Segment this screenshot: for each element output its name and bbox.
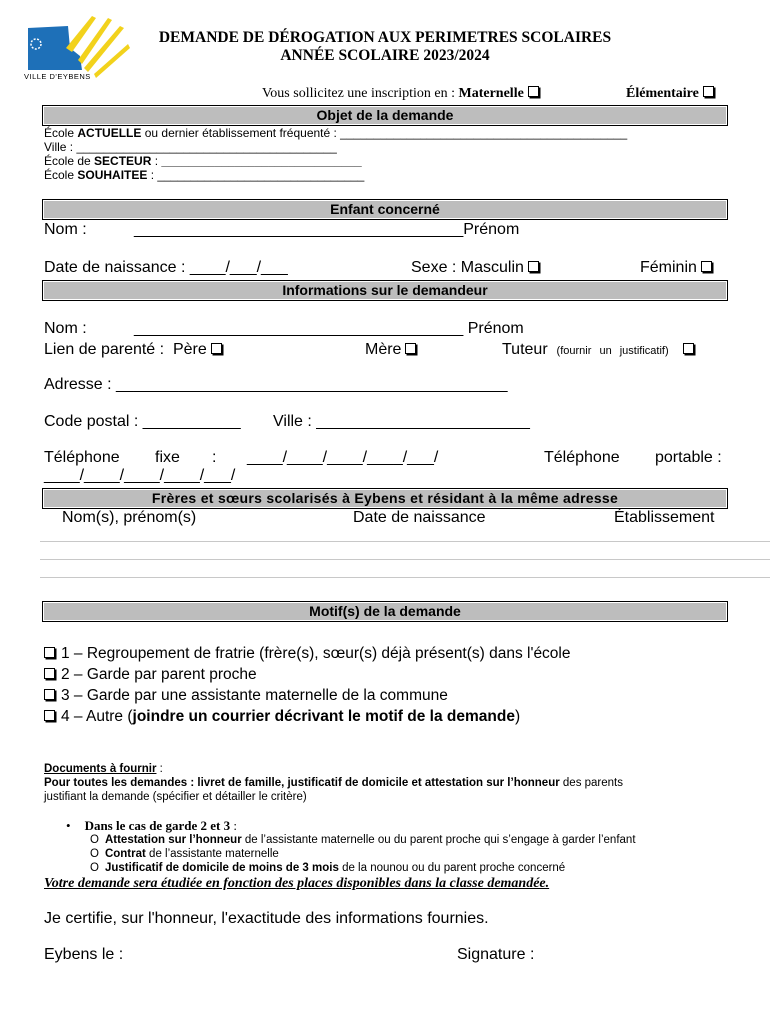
- demandeur-nom-label: Nom :: [44, 320, 87, 337]
- enfant-nom-field[interactable]: _____________________________________Prénom: [134, 221, 520, 238]
- section-objet: Objet de la demande: [42, 105, 728, 126]
- tel-fixe-label-b: fixe: [155, 449, 180, 466]
- tel-fixe-field[interactable]: ____/____/____/____/___/: [247, 449, 439, 466]
- freres-line-1[interactable]: [40, 541, 770, 542]
- motif-4: 4 – Autre (joindre un courrier décrivant le motif de la demande): [44, 708, 520, 726]
- freres-line-2[interactable]: [40, 559, 770, 560]
- docs-line-2: justifiant la demande (spécifier et détailler le critère): [44, 791, 307, 803]
- ecole-souhaitee-field[interactable]: École SOUHAITEE : _______________________________: [44, 168, 365, 182]
- tel-portable-label: Téléphone: [544, 449, 620, 466]
- docs-sub-1: O Attestation sur l’honneur de l’assistante maternelle ou du parent proche qui s’engage à garder l’enfant: [90, 834, 636, 846]
- freres-col-etab: Établissement: [614, 509, 715, 526]
- logo-text: VILLE D'EYBENS: [24, 72, 91, 81]
- inscription-elementaire: [626, 86, 714, 102]
- demandeur-ville-field[interactable]: Ville : ________________________: [273, 413, 530, 430]
- masculin-checkbox[interactable]: [528, 261, 539, 272]
- enfant-sexe: Sexe : Masculin: [411, 259, 539, 277]
- mere-option: Mère: [365, 341, 416, 359]
- motif-2: 2 – Garde par parent proche: [44, 666, 257, 684]
- section-enfant: Enfant concerné: [42, 199, 728, 220]
- page-subtitle: ANNÉE SCOLAIRE 2023/2024: [280, 47, 490, 64]
- docs-line-1: Pour toutes les demandes : livret de famille, justificatif de domicile et attestation sur l’honneur des parents: [44, 777, 624, 789]
- enfant-feminin: Féminin: [640, 259, 712, 277]
- motif-3: 3 – Garde par une assistante maternelle de la commune: [44, 687, 448, 705]
- tel-fixe-label: Téléphone: [44, 449, 120, 466]
- elementaire-checkbox[interactable]: [703, 86, 714, 97]
- freres-col-dob: Date de naissance: [353, 509, 486, 526]
- inscription-elementaire-label: Élémentaire: [626, 86, 699, 101]
- notice-text: Votre demande sera étudiée en fonction des places disponibles dans la classe demandée.: [44, 876, 550, 891]
- page-title: DEMANDE DE DÉROGATION AUX PERIMETRES SCOLAIRES: [158, 29, 612, 46]
- code-postal-field[interactable]: Code postal : ___________: [44, 413, 241, 430]
- inscription-label: Vous sollicitez une inscription en :: [262, 86, 455, 101]
- adresse-field[interactable]: Adresse : ____________________________________________: [44, 376, 508, 393]
- freres-line-3[interactable]: [40, 577, 770, 578]
- enfant-nom-label: Nom :: [44, 221, 87, 238]
- feminin-checkbox[interactable]: [701, 261, 712, 272]
- ecole-secteur-field[interactable]: École de SECTEUR : ______________________________: [44, 154, 362, 168]
- tel-portable-label-b: portable :: [655, 449, 722, 466]
- tuteur-option: Tuteur (fournir un justificatif): [502, 341, 694, 359]
- inscription-maternelle-label: Maternelle: [458, 86, 524, 101]
- mere-checkbox[interactable]: [405, 343, 416, 354]
- signature-field[interactable]: Signature :: [457, 946, 535, 963]
- motif-1-checkbox[interactable]: [44, 647, 55, 658]
- docs-sub-3: O Justificatif de domicile de moins de 3 mois de la nounou ou du parent proche concerné: [90, 862, 566, 874]
- ville-field[interactable]: Ville : _______________________________________: [44, 140, 337, 154]
- section-motif: Motif(s) de la demande: [42, 601, 728, 622]
- inscription-line: [262, 86, 539, 102]
- section-demandeur: Informations sur le demandeur: [42, 280, 728, 301]
- docs-sub-2: O Contrat de l’assistante maternelle: [90, 848, 279, 860]
- motif-1: 1 – Regroupement de fratrie (frère(s), sœur(s) déjà présent(s) dans l'école: [44, 645, 571, 663]
- docs-bullet: • Dans le cas de garde 2 et 3 :: [66, 818, 237, 833]
- docs-title: Documents à fournir :: [44, 763, 163, 775]
- section-freres: Frères et sœurs scolarisés à Eybens et résidant à la même adresse: [42, 488, 728, 509]
- eybens-date-field[interactable]: Eybens le :: [44, 946, 124, 963]
- certify-text: Je certifie, sur l'honneur, l'exactitude des informations fournies.: [44, 910, 489, 927]
- motif-2-checkbox[interactable]: [44, 668, 55, 679]
- tuteur-checkbox[interactable]: [683, 343, 694, 354]
- enfant-dob-field[interactable]: Date de naissance : ____/___/___: [44, 259, 288, 276]
- motif-4-checkbox[interactable]: [44, 710, 55, 721]
- tel-portable-field[interactable]: ____/____/____/____/___/: [44, 467, 236, 484]
- lien-parente: Lien de parenté : Père: [44, 341, 222, 359]
- pere-checkbox[interactable]: [211, 343, 222, 354]
- ecole-actuelle-field[interactable]: École ACTUELLE ou dernier établissement fréquenté : ___________________________________________: [44, 126, 628, 140]
- demandeur-nom-field[interactable]: _____________________________________ Prénom: [134, 320, 524, 337]
- tel-fixe-colon: :: [212, 449, 217, 466]
- freres-col-nom: Nom(s), prénom(s): [62, 509, 197, 526]
- maternelle-checkbox[interactable]: [528, 86, 539, 97]
- motif-3-checkbox[interactable]: [44, 689, 55, 700]
